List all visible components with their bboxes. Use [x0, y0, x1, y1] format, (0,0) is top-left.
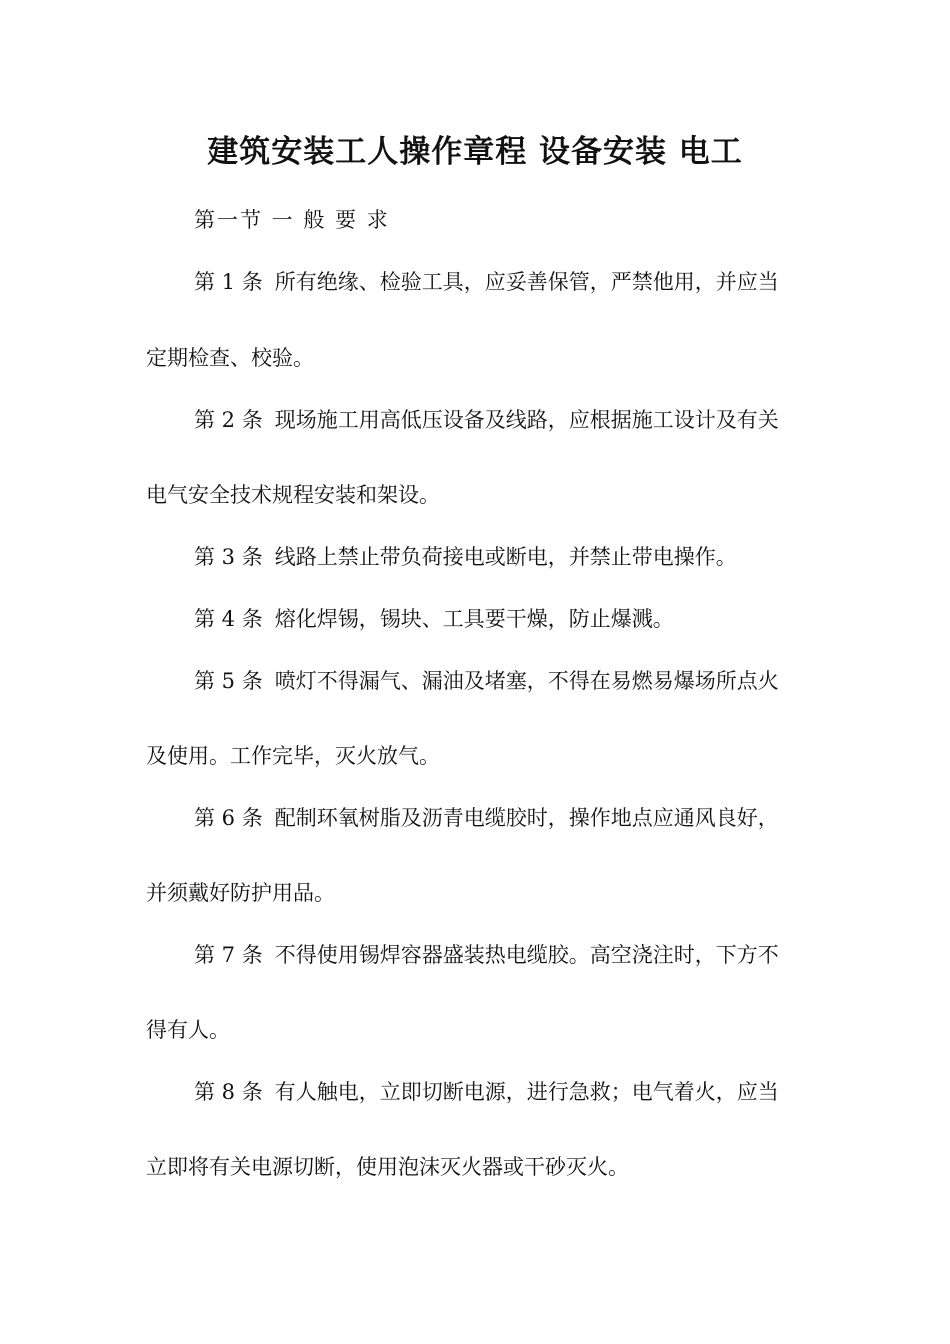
- article-5-line-2: 及使用。工作完毕，灭火放气。: [146, 744, 440, 768]
- article-2-text: 现场施工用高低压设备及线路，应根据施工设计及有关: [274, 408, 779, 432]
- article-7-line-2: 得有人。: [146, 1018, 230, 1042]
- article-7-line-1: [194, 939, 779, 971]
- article-8-text: 有人触电，立即切断电源，进行急救；电气着火，应当: [274, 1080, 779, 1104]
- article-5-line-1: [194, 665, 779, 697]
- article-6-line-2: 并须戴好防护用品。: [146, 881, 335, 905]
- document-title: 建筑安装工人操作章程 设备安装 电工: [207, 134, 743, 170]
- article-6-line-1: [194, 802, 779, 834]
- article-3-line-1: [194, 541, 737, 573]
- article-3-text: 线路上禁止带负荷接电或断电，并禁止带电操作。: [274, 545, 737, 569]
- article-1-text: 所有绝缘、检验工具，应妥善保管，严禁他用，并应当: [274, 270, 779, 294]
- article-2-line-2: 电气安全技术规程安装和架设。: [146, 483, 440, 507]
- article-2-line-1: [194, 404, 779, 436]
- article-5-text: 喷灯不得漏气、漏油及堵塞，不得在易燃易爆场所点火: [274, 669, 779, 693]
- article-6-label: 第 6 条: [194, 806, 263, 830]
- article-8-line-1: [194, 1076, 779, 1108]
- article-4-line-1: [194, 603, 674, 635]
- article-2-label: 第 2 条: [194, 408, 263, 432]
- section-heading: 第一节 一 般 要 求: [194, 208, 390, 232]
- article-8-label: 第 8 条: [194, 1080, 263, 1104]
- article-8-line-2: 立即将有关电源切断，使用泡沫灭火器或干砂灭火。: [146, 1155, 629, 1179]
- article-7-label: 第 7 条: [194, 943, 263, 967]
- article-6-text: 配制环氧树脂及沥青电缆胶时，操作地点应通风良好，: [274, 806, 779, 830]
- article-1-line-1: [194, 266, 779, 298]
- article-5-label: 第 5 条: [194, 669, 263, 693]
- article-7-text: 不得使用锡焊容器盛装热电缆胶。高空浇注时，下方不: [274, 943, 779, 967]
- article-1-line-2: 定期检查、校验。: [146, 346, 314, 370]
- article-3-label: 第 3 条: [194, 545, 263, 569]
- article-4-text: 熔化焊锡，锡块、工具要干燥，防止爆溅。: [274, 607, 674, 631]
- article-1-label: 第 1 条: [194, 270, 263, 294]
- article-4-label: 第 4 条: [194, 607, 263, 631]
